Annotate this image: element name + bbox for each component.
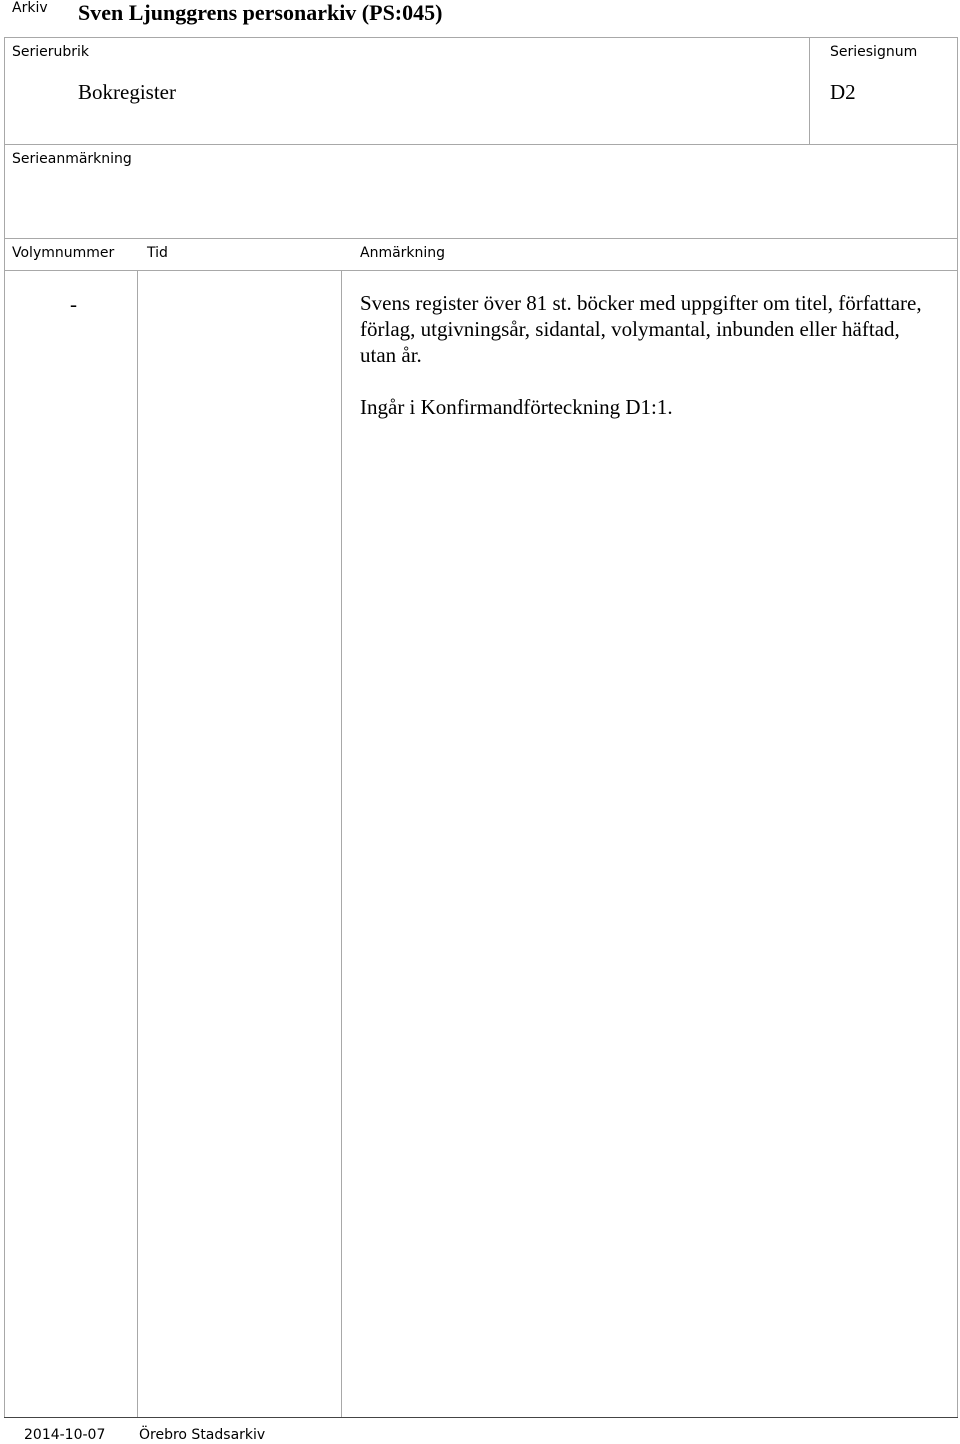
footer-organization: Örebro Stadsarkiv bbox=[139, 1427, 266, 1443]
column-header-anmarkning: Anmärkning bbox=[360, 245, 446, 261]
table-top-border bbox=[4, 238, 958, 239]
serierubrik-value: Bokregister bbox=[78, 80, 176, 104]
seriesignum-label: Seriesignum bbox=[830, 44, 918, 60]
series-box-top-border bbox=[4, 37, 958, 38]
left-border bbox=[4, 37, 5, 1418]
right-border bbox=[957, 37, 958, 1418]
column-header-tid: Tid bbox=[147, 245, 168, 261]
anmarkning-paragraph-1: Svens register över 81 st. böcker med uppgifter om titel, författare, förlag, utgivningsår, sidantal, volymantal, inbunden eller häftad, utan år. bbox=[360, 291, 922, 367]
table-header-divider bbox=[4, 270, 958, 271]
column-divider-tid-anm bbox=[341, 270, 342, 1418]
seriesignum-value: D2 bbox=[830, 80, 856, 104]
table-bottom-border bbox=[4, 1417, 958, 1418]
serierubrik-label: Serierubrik bbox=[12, 44, 90, 60]
row-anmarkning bbox=[360, 290, 940, 420]
archive-title: Sven Ljunggrens personarkiv (PS:045) bbox=[78, 0, 443, 25]
anmarkning-paragraph-2: Ingår i Konfirmandförteckning D1:1. bbox=[360, 395, 673, 419]
series-box-divider bbox=[4, 144, 958, 145]
serieanmarkning-label: Serieanmärkning bbox=[12, 151, 132, 167]
column-header-volymnummer: Volymnummer bbox=[12, 245, 115, 261]
column-divider-vol-tid bbox=[137, 270, 138, 1418]
row-volymnummer: - bbox=[70, 292, 77, 316]
footer-date: 2014-10-07 bbox=[24, 1427, 106, 1443]
arkiv-label: Arkiv bbox=[12, 0, 48, 16]
series-signum-divider bbox=[809, 37, 810, 144]
